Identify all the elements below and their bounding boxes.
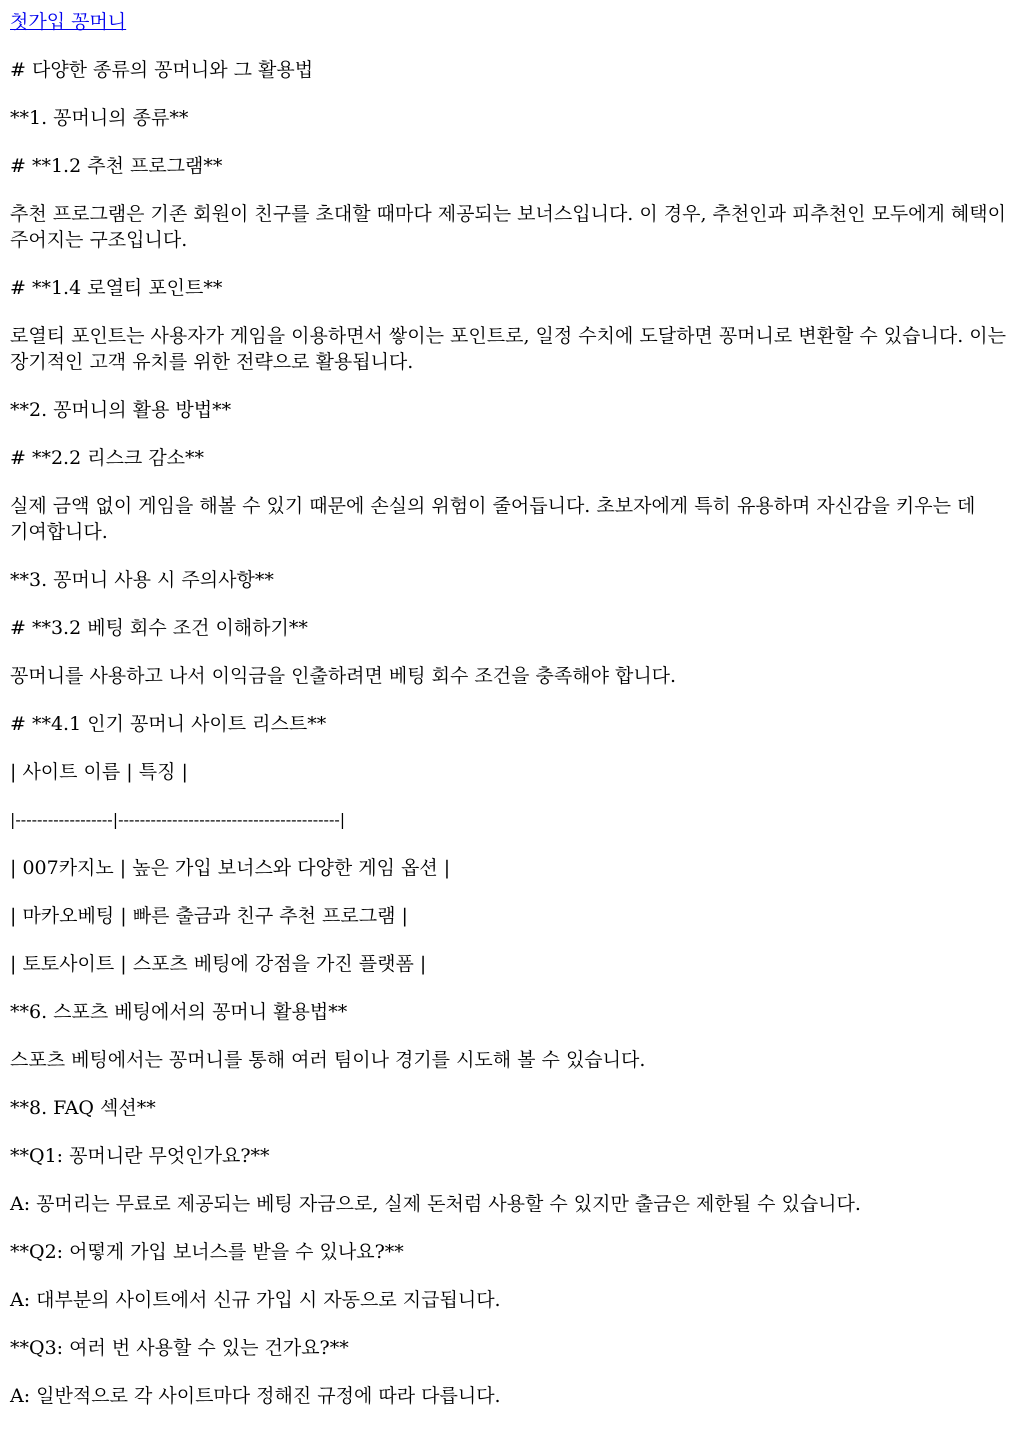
section-3-heading: **3. 꽁머니 사용 시 주의사항** (10, 569, 274, 591)
top-link[interactable]: 첫가입 꽁머니 (10, 11, 127, 33)
section-1-heading: **1. 꽁머니의 종류** (10, 107, 189, 129)
table-row-line: | 007카지노 | 높은 가입 보너스와 다양한 게임 옵션 | (10, 857, 451, 879)
section-8-heading: **8. FAQ 섹션** (10, 1097, 156, 1119)
heading-main: # 다양한 종류의 꽁머니와 그 활용법 (10, 59, 314, 81)
table-row-line: | 토토사이트 | 스포츠 베팅에 강점을 가진 플랫폼 | (10, 953, 427, 975)
faq-question-1: **Q1: 꽁머니란 무엇인가요?** (10, 1145, 270, 1167)
section-1-2-body: 추천 프로그램은 기존 회원이 친구를 초대할 때마다 제공되는 보너스입니다. 이 경우, 추천인과 피추천인 모두에게 혜택이 주어지는 구조입니다. (10, 203, 1006, 251)
section-1-4-heading: # **1.4 로열티 포인트** (10, 277, 223, 299)
table-row-line: | 마카오베팅 | 빠른 출금과 친구 추천 프로그램 | (10, 905, 408, 927)
faq-question-3: **Q3: 여러 번 사용할 수 있는 건가요?** (10, 1337, 349, 1359)
faq-answer-2: A: 대부분의 사이트에서 신규 가입 시 자동으로 지급됩니다. (10, 1289, 501, 1311)
faq-answer-1: A: 꽁머리는 무료로 제공되는 베팅 자금으로, 실제 돈처럼 사용할 수 있지만 출금은 제한될 수 있습니다. (10, 1193, 861, 1215)
section-1-4-body: 로열티 포인트는 사용자가 게임을 이용하면서 쌓이는 포인트로, 일정 수치에 도달하면 꽁머니로 변환할 수 있습니다. 이는 장기적인 고객 유치를 위한 전략으로 활용됩니다. (10, 325, 1006, 373)
section-2-heading: **2. 꽁머니의 활용 방법** (10, 399, 232, 421)
section-3-2-body: 꽁머니를 사용하고 나서 이익금을 인출하려면 베팅 회수 조건을 충족해야 합니다. (10, 665, 677, 687)
table-divider-line: |------------------|-----------------------------------------| (10, 810, 346, 829)
table-header-line: | 사이트 이름 | 특징 | (10, 761, 188, 783)
section-1-2-heading: # **1.2 추천 프로그램** (10, 155, 223, 177)
section-3-2-heading: # **3.2 베팅 회수 조건 이해하기** (10, 617, 308, 639)
section-6-body: 스포츠 베팅에서는 꽁머니를 통해 여러 팀이나 경기를 시도해 볼 수 있습니다. (10, 1049, 646, 1071)
faq-question-2: **Q2: 어떻게 가입 보너스를 받을 수 있나요?** (10, 1241, 404, 1263)
section-6-heading: **6. 스포츠 베팅에서의 꽁머니 활용법** (10, 1001, 348, 1023)
section-4-1-heading: # **4.1 인기 꽁머니 사이트 리스트** (10, 713, 327, 735)
top-link-paragraph (10, 9, 1014, 35)
section-2-2-heading: # **2.2 리스크 감소** (10, 447, 205, 469)
faq-answer-3: A: 일반적으로 각 사이트마다 정해진 규정에 따라 다릅니다. (10, 1385, 501, 1407)
section-2-2-body: 실제 금액 없이 게임을 해볼 수 있기 때문에 손실의 위험이 줄어듭니다. 초보자에게 특히 유용하며 자신감을 키우는 데 기여합니다. (10, 495, 976, 543)
